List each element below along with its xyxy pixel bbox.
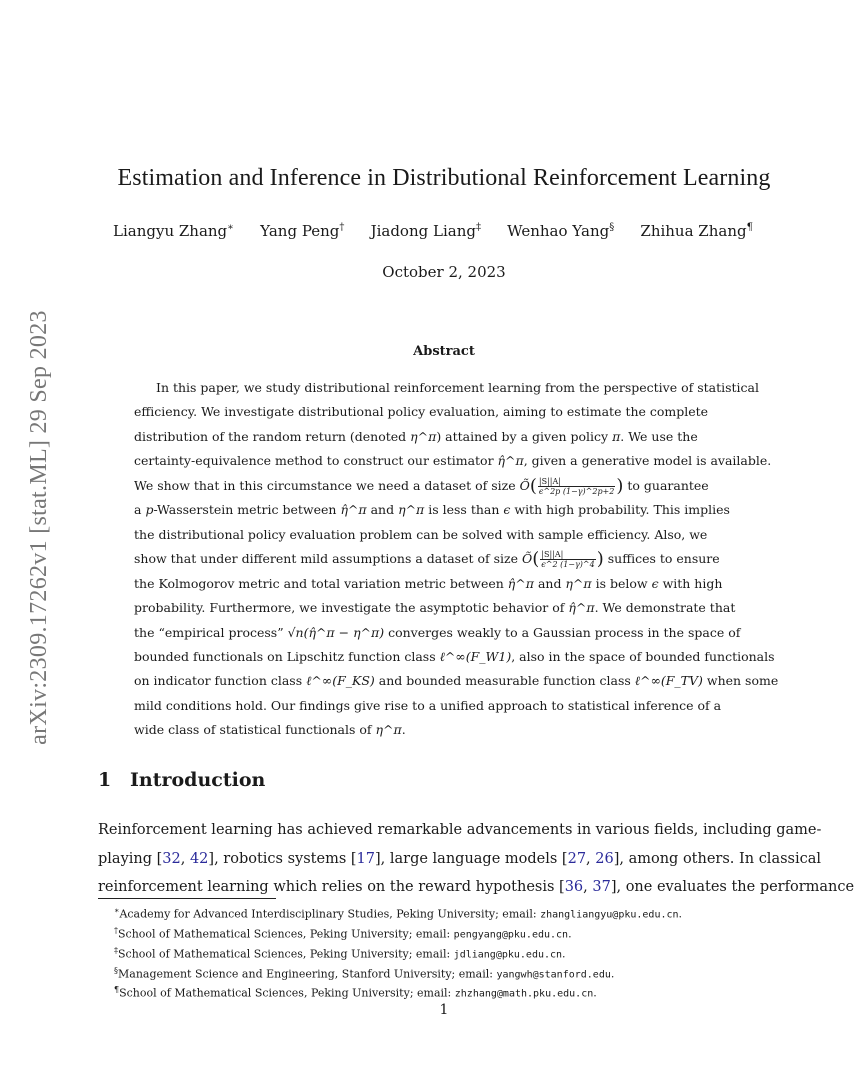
author: Yang Peng† (260, 222, 345, 240)
abstract-heading: Abstract (413, 344, 475, 359)
email-link[interactable]: yangwh@stanford.edu (496, 969, 611, 981)
fraction: $\frac{|S||A|}{\epsilon\^{}2 (1-\gamma)\^{}4}$ (541, 550, 595, 570)
page-number: 1 (439, 1002, 449, 1018)
footnote-rule (98, 898, 276, 899)
footnote: ‡School of Mathematical Sciences, Peking University; email: jdliang@pku.edu.cn. (114, 945, 566, 961)
section-heading (98, 769, 265, 791)
citation-link[interactable]: 27 (567, 850, 587, 867)
email-link[interactable]: jdliang@pku.edu.cn (453, 949, 563, 961)
abstract-line: the distributional policy evaluation problem can be solved with sample efficiency. Also, we (134, 526, 708, 542)
abstract-body (134, 376, 779, 743)
abstract-line: show that under different mild assumptions a dataset of size Õ( $\frac{|S||A|}{\epsilon\^{}2 (1-\gamma)\^{}4}$ ) suffices to ensure (134, 548, 720, 570)
citation-link[interactable]: 37 (592, 879, 611, 895)
citation-link[interactable]: 26 (595, 850, 614, 867)
abstract-line: In this paper, we study distributional reinforcement learning from the perspective of statistical (156, 380, 760, 395)
author: Wenhao Yang§ (507, 222, 615, 240)
abstract-line: We show that in this circumstance we need a dataset of size Õ( $\frac{|S||A|}{\epsilon\^{}2p (1-\gamma)\^{}2p+2}$ ) to guarantee (134, 474, 709, 496)
footnote: ¶School of Mathematical Sciences, Peking University; email: zhzhang@math.pku.edu.cn. (114, 985, 597, 1001)
arxiv-identifier: arXiv:2309.17262v1 [stat.ML] 29 Sep 2023 (25, 309, 52, 745)
author: Liangyu Zhang∗ (113, 222, 234, 240)
abstract-line: the “empirical process” √n(η̂^π − η^π) converges weakly to a Gaussian process in the space of (134, 624, 741, 640)
abstract-line: probability. Furthermore, we investigate the asymptotic behavior of η̂^π. We demonstrate that (134, 600, 736, 616)
footnote: †School of Mathematical Sciences, Peking University; email: pengyang@pku.edu.cn. (114, 925, 572, 941)
abstract-line: bounded functionals on Lipschitz function class ℓ^∞(F_W1), also in the space of bounded functionals (134, 649, 775, 665)
abstract-line: certainty-equivalence method to construct our estimator η̂^π, given a generative model is available. (134, 453, 772, 469)
citation-link[interactable]: 32 (162, 850, 181, 867)
abstract-line: distribution of the random return (denoted η^π) attained by a given policy π. We use the (134, 428, 698, 444)
email-link[interactable]: zhzhang@math.pku.edu.cn (454, 989, 594, 1001)
author: Jiadong Liang‡ (370, 222, 481, 240)
author: Zhihua Zhang¶ (640, 222, 753, 240)
abstract-line: mild conditions hold. Our findings give rise to a unified approach to statistical inference of a (134, 697, 722, 713)
footnote: ∗Academy for Advanced Interdisciplinary Studies, Peking University; email: zhangliangyu@pku.edu.cn. (114, 906, 683, 921)
abstract-line: the Kolmogorov metric and total variation metric between η̂^π and η^π is below ϵ with high (134, 575, 723, 591)
fraction: $\frac{|S||A|}{\epsilon\^{}2p (1-\gamma)\^{}2p+2}$ (538, 476, 615, 496)
section-number: 1 (98, 769, 112, 791)
intro-line: playing [32, 42], robotics systems [17], large language models [27, 26], among others. In classical (98, 850, 822, 867)
email-link[interactable]: pengyang@pku.edu.cn (453, 929, 569, 941)
abstract-line: efficiency. We investigate distributional policy evaluation, aiming to estimate the complete (134, 404, 709, 420)
abstract-line: wide class of statistical functionals of η^π. (134, 722, 406, 738)
section-title: Introduction (130, 769, 266, 791)
paper-title: Estimation and Inference in Distributional Reinforcement Learning (117, 165, 771, 191)
citation-link[interactable]: 36 (564, 879, 584, 895)
footnote: §Management Science and Engineering, Stanford University; email: yangwh@stanford.edu. (114, 965, 615, 981)
abstract-line: on indicator function class ℓ^∞(F_KS) and bounded measurable function class ℓ^∞(F_TV) when some (134, 673, 779, 689)
intro-line: Reinforcement learning has achieved remarkable advancements in various fields, including game- (98, 822, 822, 838)
footnotes (114, 903, 682, 1002)
intro-line: reinforcement learning which relies on the reward hypothesis [36, 37], one evaluates the performance (98, 879, 854, 895)
email-link[interactable]: zhangliangyu@pku.edu.cn (540, 909, 679, 921)
abstract-line: a p-Wasserstein metric between η̂^π and η^π is less than ϵ with high probability. This implies (134, 502, 730, 518)
arxiv-sidebar (18, 282, 60, 772)
citation-link[interactable]: 42 (189, 850, 209, 867)
author-list (113, 222, 753, 240)
introduction-body (98, 816, 854, 902)
citation-link[interactable]: 17 (356, 850, 375, 867)
publication-date: October 2, 2023 (382, 263, 506, 281)
